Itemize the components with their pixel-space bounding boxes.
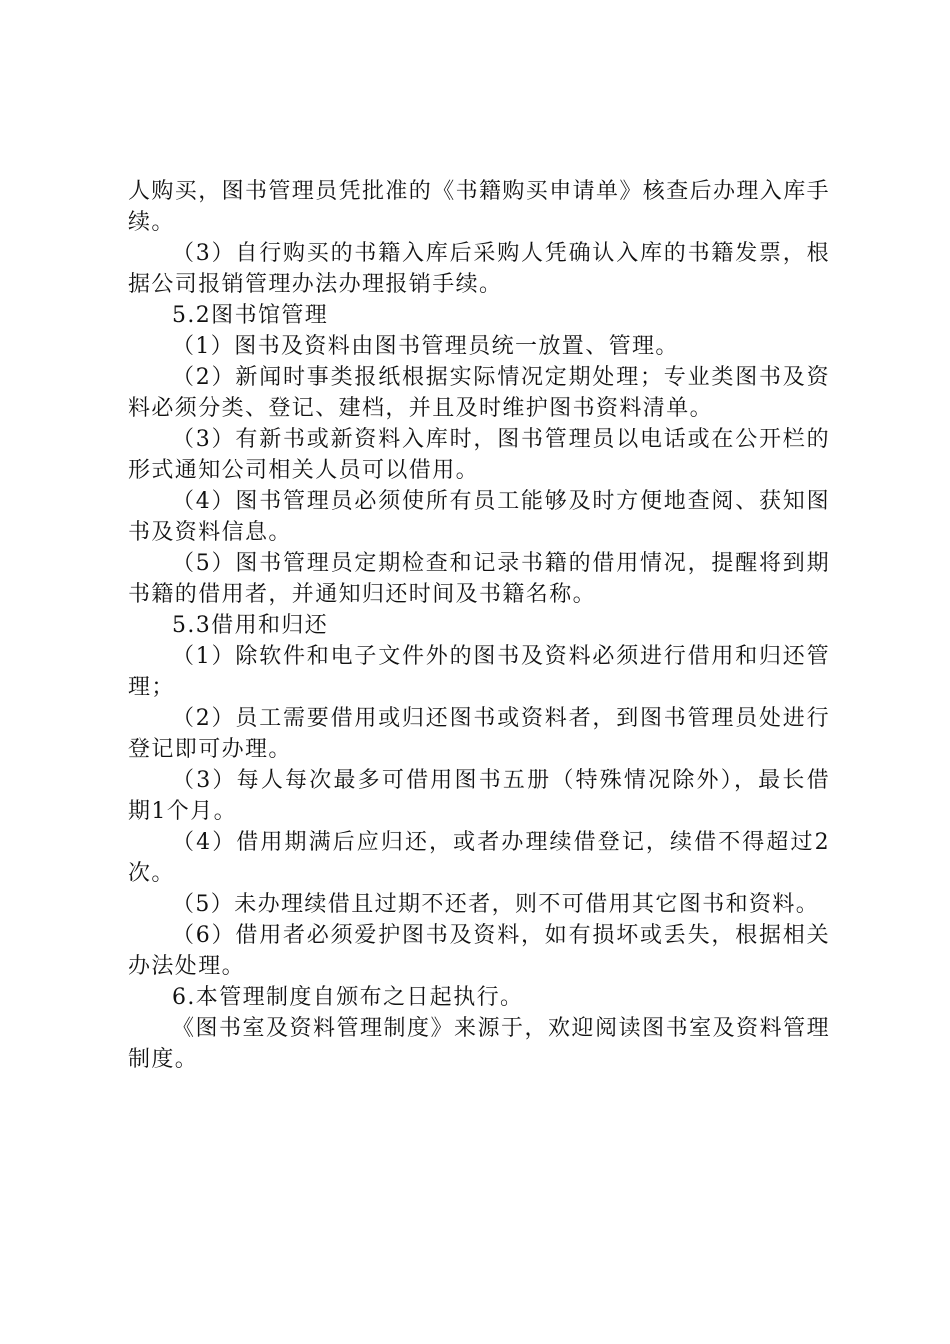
paragraph-5-3-item-2: （2）员工需要借用或归还图书或资料者，到图书管理员处进行登记即可办理。 (128, 706, 830, 762)
section-heading-5-2: 5.2图书馆管理 (172, 303, 329, 328)
paragraph-5-2-item-3: （3）有新书或新资料入库时，图书管理员以电话或在公开栏的形式通知公司相关人员可以借用。 (128, 427, 830, 483)
paragraph-5-3-item-5: （5）未办理续借且过期不还者，则不可借用其它图书和资料。 (172, 892, 820, 917)
document-body (128, 176, 830, 1075)
paragraph-5-3-item-1: （1）除软件和电子文件外的图书及资料必须进行借用和归还管理； (128, 644, 830, 700)
paragraph-source-note: 《图书室及资料管理制度》来源于，欢迎阅读图书室及资料管理制度。 (128, 1016, 830, 1072)
paragraph-5-2-item-4: （4）图书管理员必须使所有员工能够及时方便地查阅、获知图书及资料信息。 (128, 489, 830, 545)
paragraph-5-2-item-5: （5）图书管理员定期检查和记录书籍的借用情况，提醒将到期书籍的借用者，并通知归还时间及书籍名称。 (128, 551, 830, 607)
paragraph-5-3-item-4: （4）借用期满后应归还，或者办理续借登记，续借不得超过2次。 (128, 830, 830, 886)
paragraph-5-2-item-1: （1）图书及资料由图书管理员统一放置、管理。 (172, 334, 679, 359)
paragraph-5-3-item-6: （6）借用者必须爱护图书及资料，如有损坏或丢失，根据相关办法处理。 (128, 923, 830, 979)
paragraph-purchase-continuation: 人购买，图书管理员凭批准的《书籍购买申请单》核查后办理入库手续。 (128, 179, 831, 235)
paragraph-5-3-item-3: （3）每人每次最多可借用图书五册（特殊情况除外），最长借期1个月。 (128, 768, 830, 824)
paragraph-5-2-item-2: （2）新闻时事类报纸根据实际情况定期处理；专业类图书及资料必须分类、登记、建档，并且及时维护图书资料清单。 (128, 365, 830, 421)
paragraph-self-purchase-reimbursement: （3）自行购买的书籍入库后采购人凭确认入库的书籍发票，根据公司报销管理办法办理报销手续。 (128, 241, 830, 297)
paragraph-section-6: 6.本管理制度自颁布之日起执行。 (172, 985, 524, 1010)
section-heading-5-3: 5.3借用和归还 (172, 613, 329, 638)
